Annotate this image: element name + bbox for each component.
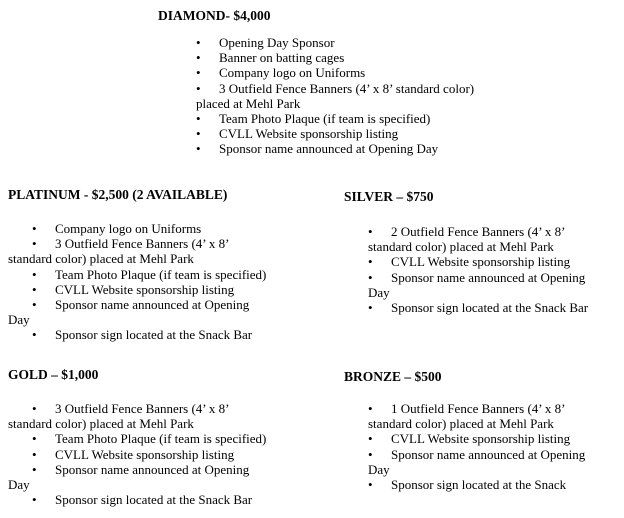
item-text: Sponsor name announced at Opening: [55, 297, 250, 313]
item-text: Sponsor sign located at the Snack Bar: [55, 327, 253, 343]
bullet-icon: •: [368, 477, 373, 493]
silver-list: [368, 224, 588, 315]
bullet-icon: •: [196, 35, 201, 50]
bullet-icon: •: [32, 401, 37, 416]
platinum-list: [8, 221, 267, 343]
item-text: CVLL Website sponsorship listing: [55, 281, 235, 297]
item-text: Opening Day Sponsor: [219, 35, 335, 50]
bronze-heading: BRONZE – $500: [344, 369, 442, 384]
item-text: 3 Outfield Fence Banners (4’ x 8’: [55, 401, 230, 416]
item-text: Sponsor name announced at Opening: [55, 461, 250, 477]
item-text: Sponsor sign located at the Snack Bar: [55, 492, 253, 508]
list-item: [196, 81, 474, 96]
list-item: [32, 401, 266, 416]
list-item: [196, 35, 474, 50]
bullet-icon: •: [32, 236, 37, 252]
diamond-heading: DIAMOND- $4,000: [158, 8, 271, 23]
list-item: [196, 50, 474, 65]
list-item: [32, 431, 266, 446]
item-text: standard color) placed at Mehl Park: [368, 239, 554, 255]
list-item: [196, 65, 474, 80]
list-item: [32, 327, 266, 342]
list-item: [368, 447, 585, 462]
item-text: 2 Outfield Fence Banners (4’ x 8’: [391, 224, 566, 239]
item-text: Team Photo Plaque (if team is specified): [55, 431, 267, 447]
bullet-icon: •: [196, 111, 201, 127]
list-item: [368, 401, 585, 416]
bullet-icon: •: [32, 492, 37, 508]
silver-heading: SILVER – $750: [344, 189, 434, 204]
item-text: Sponsor sign located at the Snack Bar: [391, 300, 589, 316]
item-text: Day: [368, 284, 390, 300]
bullet-icon: •: [32, 327, 37, 343]
item-text: Sponsor name announced at Opening Day: [219, 141, 439, 157]
bullet-icon: •: [32, 297, 37, 313]
bullet-icon: •: [32, 446, 37, 462]
bullet-icon: •: [368, 446, 373, 462]
item-text: Banner on batting cages: [219, 50, 345, 66]
item-text: CVLL Website sponsorship listing: [391, 431, 571, 447]
list-item-continuation: [8, 477, 266, 492]
list-item: [32, 236, 266, 251]
item-text: CVLL Website sponsorship listing: [219, 126, 399, 142]
item-text: placed at Mehl Park: [196, 95, 301, 111]
list-item: [196, 111, 474, 126]
list-item: [32, 267, 266, 282]
bullet-icon: •: [196, 80, 201, 96]
list-item: [368, 300, 588, 315]
list-item: [196, 126, 474, 141]
list-item-continuation: [196, 96, 474, 111]
bullet-icon: •: [196, 50, 201, 66]
bullet-icon: •: [196, 65, 201, 81]
bullet-icon: •: [368, 300, 373, 316]
bronze-list: [368, 401, 585, 492]
platinum-heading: PLATINUM - $2,500 (2 AVAILABLE): [8, 187, 228, 202]
list-item: [368, 270, 588, 285]
diamond-list: [196, 35, 474, 157]
item-text: Team Photo Plaque (if team is specified): [219, 111, 431, 127]
item-text: 3 Outfield Fence Banners (4’ x 8’ standard color): [219, 80, 475, 96]
item-text: Day: [368, 461, 390, 477]
item-text: Sponsor sign located at the Snack: [391, 477, 567, 493]
list-item-continuation: [368, 416, 585, 431]
item-text: Sponsor name announced at Opening: [391, 446, 586, 462]
item-text: 3 Outfield Fence Banners (4’ x 8’: [55, 236, 230, 252]
item-text: standard color) placed at Mehl Park: [8, 416, 194, 432]
item-text: Team Photo Plaque (if team is specified): [55, 266, 267, 282]
bullet-icon: •: [196, 141, 201, 157]
item-text: Company logo on Uniforms: [55, 221, 202, 236]
list-item: [32, 492, 266, 507]
list-item: [32, 297, 266, 312]
list-item-continuation: [8, 416, 266, 431]
bullet-icon: •: [368, 431, 373, 447]
item-text: Day: [8, 477, 30, 493]
list-item: [32, 447, 266, 462]
list-item: [196, 141, 474, 156]
item-text: Day: [8, 312, 30, 328]
bullet-icon: •: [32, 431, 37, 447]
list-item-continuation: [368, 462, 585, 477]
item-text: CVLL Website sponsorship listing: [55, 446, 235, 462]
list-item: [368, 477, 585, 492]
bullet-icon: •: [32, 281, 37, 297]
item-text: CVLL Website sponsorship listing: [391, 254, 571, 270]
bullet-icon: •: [368, 269, 373, 285]
list-item: [368, 224, 588, 239]
list-item-continuation: [368, 239, 588, 254]
item-text: standard color) placed at Mehl Park: [368, 416, 554, 432]
list-item: [368, 254, 588, 269]
item-text: 1 Outfield Fence Banners (4’ x 8’: [391, 401, 566, 416]
bullet-icon: •: [368, 254, 373, 270]
bullet-icon: •: [32, 266, 37, 282]
list-item: [32, 221, 266, 236]
bullet-icon: •: [368, 401, 373, 416]
gold-list: [8, 401, 267, 508]
list-item-continuation: [8, 251, 266, 266]
list-item-continuation: [368, 285, 588, 300]
item-text: Sponsor name announced at Opening: [391, 269, 586, 285]
bullet-icon: •: [32, 461, 37, 477]
list-item-continuation: [8, 312, 266, 327]
item-text: standard color) placed at Mehl Park: [8, 251, 194, 267]
list-item: [32, 282, 266, 297]
bullet-icon: •: [32, 221, 37, 236]
bullet-icon: •: [196, 126, 201, 142]
list-item: [32, 462, 266, 477]
gold-heading: GOLD – $1,000: [8, 367, 99, 382]
list-item: [368, 431, 585, 446]
item-text: Company logo on Uniforms: [219, 65, 366, 81]
bullet-icon: •: [368, 224, 373, 239]
